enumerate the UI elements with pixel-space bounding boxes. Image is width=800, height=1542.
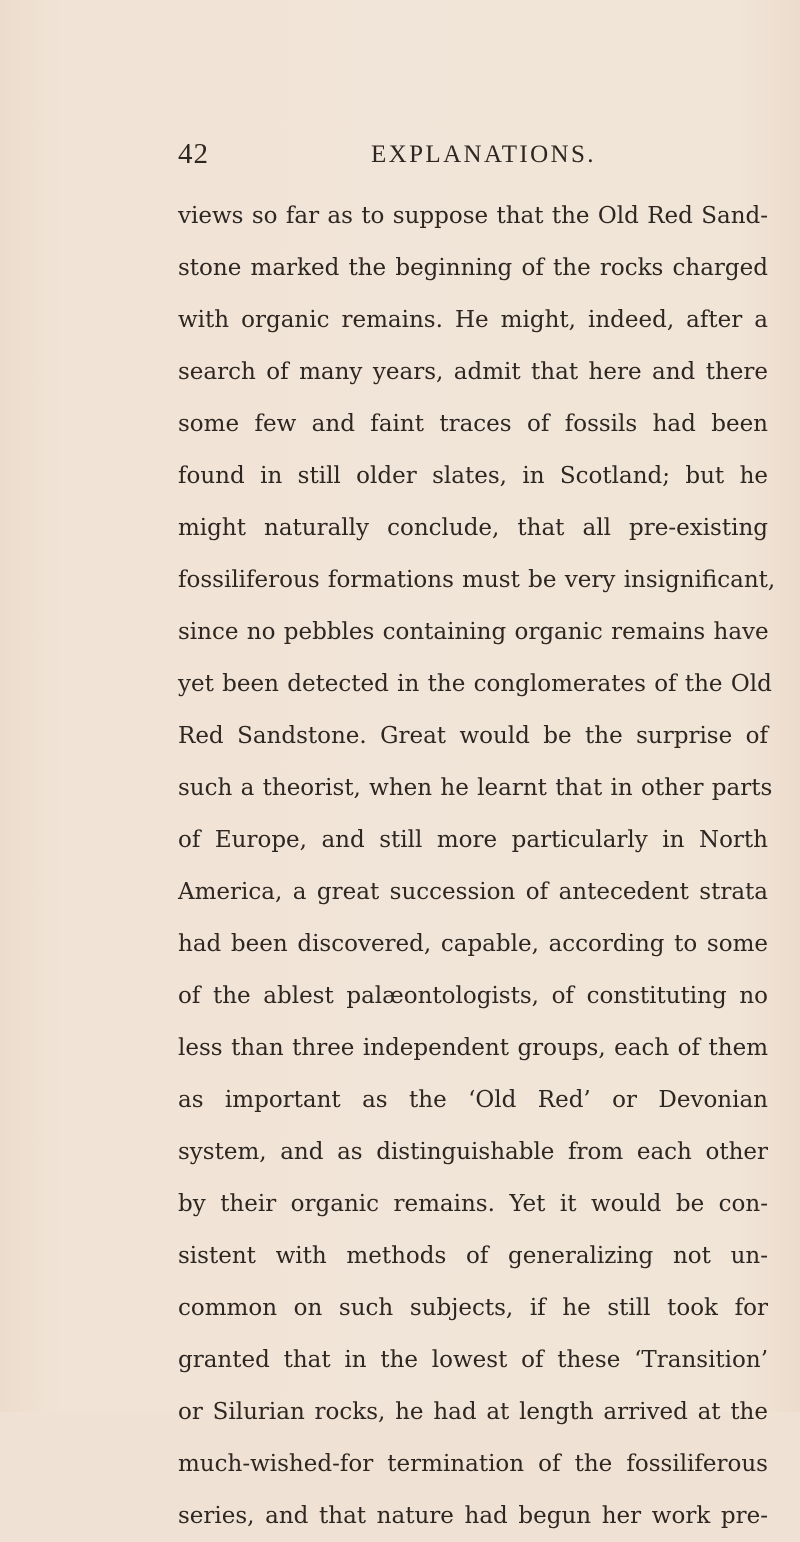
text-line: fossiliferous formations must be very insignificant, bbox=[178, 567, 776, 593]
text-line: had been discovered, capable, according to some bbox=[178, 931, 768, 957]
text-line: by their organic remains. Yet it would be con- bbox=[178, 1191, 768, 1217]
text-line: sistent with methods of generalizing not un- bbox=[178, 1243, 768, 1269]
text-line: system, and as distinguishable from each other bbox=[178, 1139, 768, 1165]
text-line: series, and that nature had begun her work pre- bbox=[178, 1503, 768, 1529]
text-line: found in still older slates, in Scotland; but he bbox=[178, 463, 768, 489]
text-line: less than three independent groups, each of them bbox=[178, 1035, 768, 1061]
text-line: with organic remains. He might, indeed, after a bbox=[178, 307, 768, 333]
text-line: America, a great succession of antecedent strata bbox=[178, 879, 768, 905]
text-line: some few and faint traces of fossils had been bbox=[178, 411, 768, 437]
text-line: of Europe, and still more particularly in North bbox=[178, 827, 768, 853]
text-line: yet been detected in the conglomerates of the Old bbox=[178, 671, 772, 697]
body-text bbox=[178, 190, 776, 1542]
page-header bbox=[178, 134, 768, 174]
text-line: such a theorist, when he learnt that in other parts bbox=[178, 775, 773, 801]
text-line: views so far as to suppose that the Old Red Sand- bbox=[178, 203, 768, 229]
text-line: might naturally conclude, that all pre-existing bbox=[178, 515, 768, 541]
text-line: common on such subjects, if he still took for bbox=[178, 1295, 768, 1321]
text-line: Red Sandstone. Great would be the surprise of bbox=[178, 723, 768, 749]
running-head: EXPLANATIONS. bbox=[371, 141, 596, 168]
text-line: as important as the ‘Old Red’ or Devonian bbox=[178, 1087, 768, 1113]
text-line: stone marked the beginning of the rocks charged bbox=[178, 255, 768, 281]
text-line: since no pebbles containing organic remains have bbox=[178, 619, 769, 645]
text-line: much-wished-for termination of the fossiliferous bbox=[178, 1451, 768, 1477]
text-line: search of many years, admit that here and there bbox=[178, 359, 768, 385]
text-line: granted that in the lowest of these ‘Transition’ bbox=[178, 1347, 768, 1373]
text-line: or Silurian rocks, he had at length arrived at the bbox=[178, 1399, 768, 1425]
text-line: of the ablest palæontologists, of constituting no bbox=[178, 983, 768, 1009]
page-number: 42 bbox=[178, 138, 209, 170]
